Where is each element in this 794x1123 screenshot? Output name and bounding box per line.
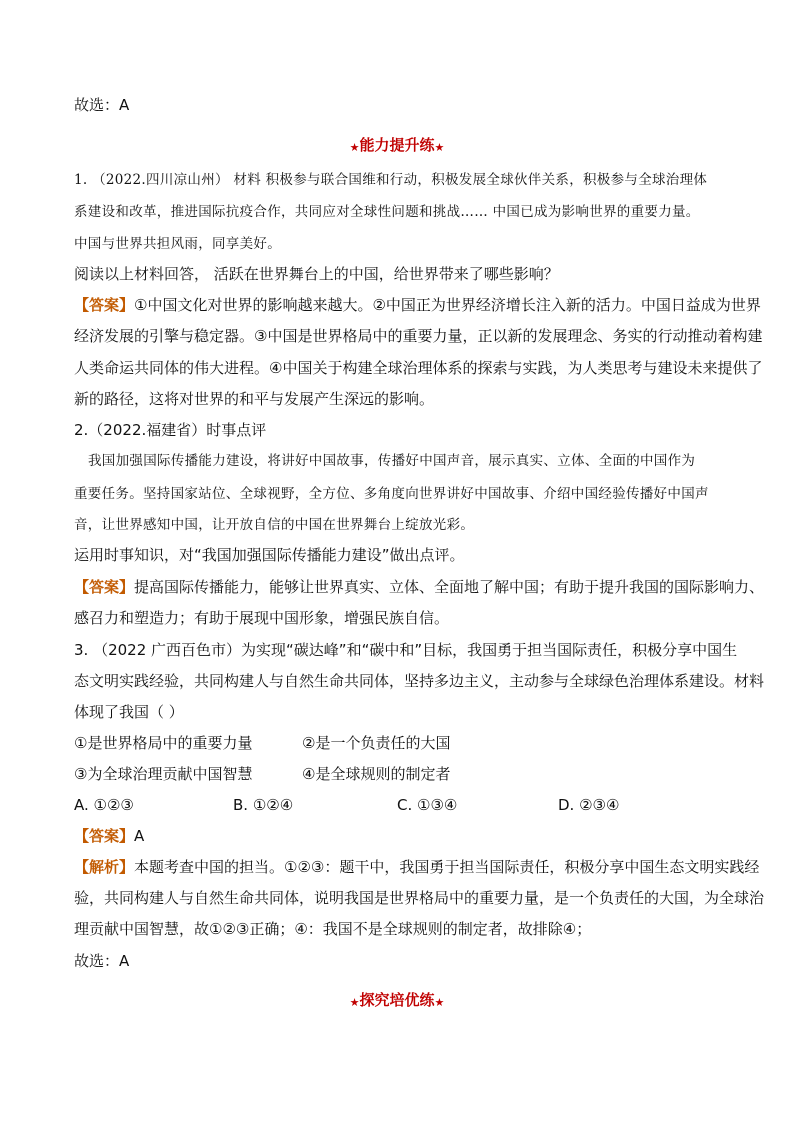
final-choice-q3: 故选：A [74, 952, 130, 970]
q3-stem-line: 体现了我国（ ） [74, 703, 184, 721]
q3-analysis-line: 理贡献中国智慧，故①②③正确；④：我国不是全球规则的制定者，故排除④； [74, 920, 592, 938]
q3-option-a: A. ①②③ [74, 796, 134, 814]
section-heading-ability [0, 134, 794, 155]
q1-question: 阅读以上材料回答， 活跃在世界舞台上的中国，给世界带来了哪些影响？ [74, 265, 559, 283]
q3-statement: ④是全球规则的制定者 [302, 765, 451, 783]
q3-option-d: D. ②③④ [558, 796, 620, 814]
q1-answer-line: 经济发展的引擎与稳定器。③中国是世界格局中的重要力量，正以新的发展理念、务实的行动推动着构建 [74, 327, 763, 345]
section-title: 能力提升练 [359, 136, 435, 154]
star-icon: ★ [434, 141, 445, 154]
q3-answer [74, 826, 144, 846]
q3-analysis-line: 验，共同构建人与自然生命共同体，说明我国是世界格局中的重要力量，是一个负责任的大国，为全球治 [74, 889, 765, 907]
star-icon: ★ [349, 996, 360, 1009]
q1-header-line: 1. （2022.四川凉山州） 材料 积极参与联合国维和行动，积极发展全球伙伴关系，积极参与全球治理体 [74, 172, 708, 188]
q2-material-line: 音，让世界感知中国，让开放自信的中国在世界舞台上绽放光彩。 [74, 517, 475, 533]
q3-statement: ③为全球治理贡献中国智慧 [74, 765, 253, 783]
q1-header-line: 系建设和改革，推进国际抗疫合作，共同应对全球性问题和挑战…… 中国已成为影响世界的重要力量。 [74, 204, 700, 220]
answer-tag: 【答案】 [74, 296, 135, 314]
q2-header: 2.（2022.福建省）时事点评 [74, 421, 267, 439]
answer-text: A [134, 827, 145, 845]
q2-answer-line [74, 577, 764, 597]
q1-answer-line: 人类命运共同体的伟大进程。④中国关于构建全球治理体系的探索与实践，为人类思考与建设未来提供了 [74, 359, 763, 377]
q1-header-line: 中国与世界共担风雨，同享美好。 [74, 236, 281, 252]
q1-answer-line: 新的路径，这将对世界的和平与发展产生深远的影响。 [74, 390, 435, 408]
q3-analysis-line [74, 857, 759, 877]
q1-answer-line [74, 295, 761, 315]
q3-stem-line: 态文明实践经验，共同构建人与自然生命共同体，坚持多边主义，主动参与全球绿色治理体系建设。材料 [74, 672, 765, 690]
answer-tag: 【答案】 [74, 578, 135, 596]
q2-answer-line: 感召力和塑造力；有助于展现中国形象，增强民族自信。 [74, 609, 450, 627]
answer-tag: 【答案】 [74, 827, 135, 845]
analysis-tag: 【解析】 [74, 858, 135, 876]
q3-statement: ①是世界格局中的重要力量 [74, 734, 253, 752]
q3-statement: ②是一个负责任的大国 [302, 734, 451, 752]
analysis-text: 本题考查中国的担当。①②③：题干中，我国勇于担当国际责任，积极分享中国生态文明实践经 [134, 858, 760, 876]
star-icon: ★ [349, 141, 360, 154]
q2-material-line: 我国加强国际传播能力建设，将讲好中国故事，传播好中国声音，展示真实、立体、全面的中国作为 [88, 453, 696, 469]
q3-option-b: B. ①②④ [233, 796, 294, 814]
q2-material-line: 重要任务。坚持国家站位、全球视野，全方位、多角度向世界讲好中国故事、介绍中国经验传播好中国声 [74, 486, 709, 502]
final-choice-top: 故选：A [74, 96, 130, 114]
answer-text: 提高国际传播能力，能够让世界真实、立体、全面地了解中国；有助于提升我国的国际影响力、 [134, 578, 765, 596]
section-title: 探究培优练 [359, 991, 435, 1009]
section-heading-explore [0, 989, 794, 1010]
q3-stem-line: 3. （2022 广西百色市）为实现“碳达峰”和“碳中和”目标，我国勇于担当国际责任，积极分享中国生 [74, 641, 738, 659]
q3-option-c: C. ①③④ [397, 796, 458, 814]
answer-text: ①中国文化对世界的影响越来越大。②中国正为世界经济增长注入新的活力。中国日益成为世界 [134, 296, 761, 314]
q2-question: 运用时事知识，对“我国加强国际传播能力建设”做出点评。 [74, 546, 465, 564]
star-icon: ★ [434, 996, 445, 1009]
